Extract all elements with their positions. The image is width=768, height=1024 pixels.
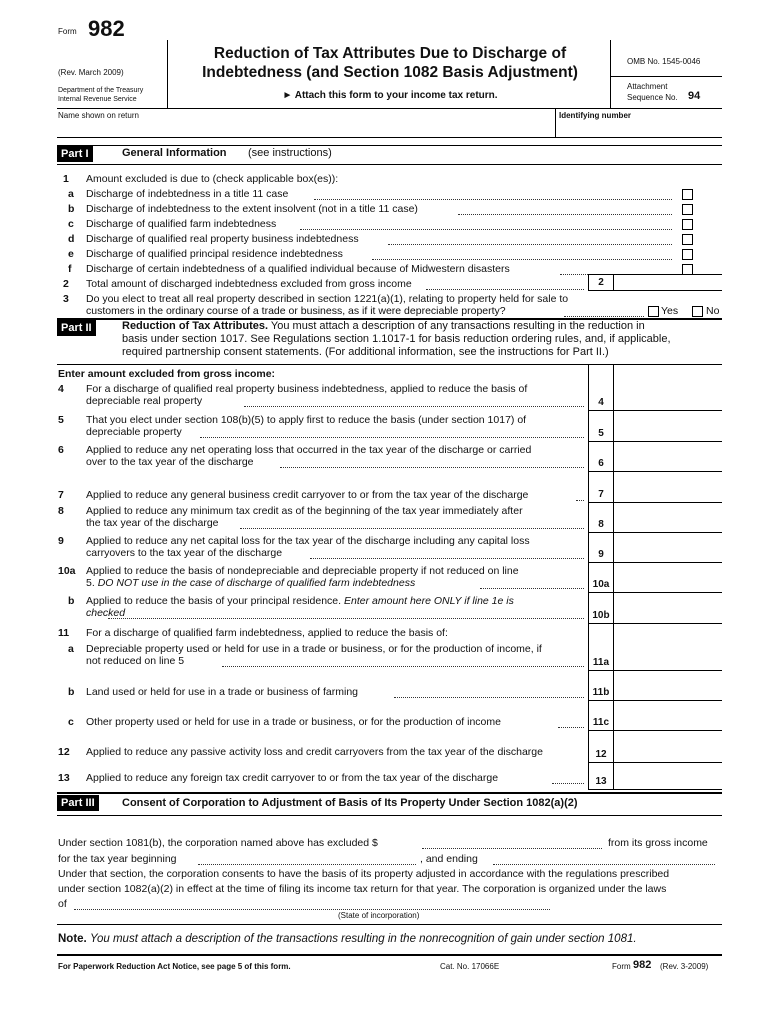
line-1-rule (588, 441, 722, 442)
line-6-number: 10a (58, 565, 76, 577)
enter-amount-heading: Enter amount excluded from gross income: (58, 368, 276, 380)
line-1b-checkbox[interactable] (682, 204, 693, 215)
line-0-text-2 (86, 395, 202, 407)
line-1-text: Amount excluded is due to (check applicable box(es)): (86, 173, 339, 185)
catalog-number: Cat. No. 17066E (440, 962, 500, 971)
note-text: You must attach a description of the transactions resulting in the nonrecognition of gain under section 1081. (89, 933, 637, 945)
line-6-rule (588, 592, 722, 593)
line-12-text-1 (86, 746, 581, 758)
line-5-amount[interactable] (612, 546, 720, 561)
line-1a-leader (314, 189, 672, 200)
line-1a-letter: a (68, 188, 74, 200)
line-1-number: 1 (63, 173, 69, 185)
line-1d-leader (388, 234, 672, 245)
attach-instruction: ► Attach this form to your income tax return. (282, 90, 498, 101)
line-3-yes-checkbox[interactable] (648, 306, 659, 317)
line-3-box-label: 7 (598, 489, 604, 500)
line-8-number: 11 (58, 627, 70, 639)
line-3-number: 7 (58, 489, 64, 501)
line-2-leader (280, 457, 584, 468)
line-7-text-1-main: Applied to reduce the basis of your principal residence. (86, 595, 342, 607)
part-2-tag: Part II (57, 320, 96, 336)
line-12-rule (588, 762, 722, 763)
footer-revision: (Rev. 3-2009) (660, 962, 709, 971)
line-3-rule (588, 502, 722, 503)
line-3-no-label: No (706, 305, 720, 317)
line-4-text-1 (86, 505, 581, 517)
part-3-tag: Part III (57, 795, 99, 811)
line-2-text-1 (86, 444, 581, 456)
line-11-leader (558, 717, 584, 728)
line-10-box-label: 11b (592, 687, 610, 698)
line-5-box-label: 9 (598, 549, 604, 560)
form-title-line1: Reduction of Tax Attributes Due to Discharge of (213, 45, 567, 62)
part-3-of-text: of (58, 898, 67, 910)
line-0-leader (244, 396, 584, 407)
line-5-rule (588, 562, 722, 563)
part-3-gross-income-text: from its gross income (608, 837, 708, 849)
line-0-box-label: 4 (598, 397, 604, 408)
line-5-text-2-main: carryovers to the tax year of the discharge (86, 547, 283, 559)
line-6-amount[interactable] (612, 576, 720, 591)
part-3-line-1 (58, 837, 378, 850)
line-7-number: b (68, 595, 75, 607)
line-6-text-2-main: 5. (86, 577, 95, 589)
note-label: Note. (58, 933, 87, 945)
form-title (170, 44, 610, 82)
footer-form-label: Form (612, 962, 631, 971)
line-3-amount[interactable] (612, 486, 720, 501)
line-1d-checkbox[interactable] (682, 234, 693, 245)
part-2-intro-2: basis under section 1017. See Regulations section 1.1017-1 for basis reduction ordering rules, and, if applicable, (122, 333, 671, 345)
line-4-rule (588, 532, 722, 533)
name-label: Name shown on return (58, 111, 139, 120)
line-13-amount[interactable] (612, 773, 720, 788)
line-1-text-1-main: That you elect under section 108(b)(5) to apply first to reduce the basis (under section 1017) of (86, 414, 527, 426)
line-1e-leader (372, 249, 672, 260)
line-10-leader (394, 687, 584, 698)
line-8-text-1 (86, 627, 581, 639)
line-4-amount[interactable] (612, 516, 720, 531)
line-10-rule (588, 700, 722, 701)
line-13-text-1-main: Applied to reduce any foreign tax credit carryover to or from the tax year of the discharge (86, 772, 499, 784)
line-3-text-1: Do you elect to treat all real property described in section 1221(a)(1), relating to property held for sale to (86, 293, 569, 305)
part-3-line-4: under section 1082(a)(2) in effect at the time of filing its income tax return for that year. The corporation is organized under the laws (58, 883, 667, 895)
line-1-text-1 (86, 414, 581, 426)
line-9-number: a (68, 643, 74, 655)
line-1a-checkbox[interactable] (682, 189, 693, 200)
line-6-leader (480, 578, 584, 589)
line-7-text-1 (86, 595, 581, 607)
part-1-title: General Information (122, 147, 227, 159)
line-2-amount[interactable] (612, 275, 720, 289)
state-of-incorporation-field[interactable] (74, 899, 550, 910)
footer-form-number: 982 (633, 959, 652, 971)
line-9-rule (588, 670, 722, 671)
revision-date: (Rev. March 2009) (58, 68, 124, 77)
line-8-text-1-main: For a discharge of qualified farm indebtedness, applied to reduce the basis of: (86, 627, 448, 639)
line-1c-checkbox[interactable] (682, 219, 693, 230)
line-7-leader (108, 608, 584, 619)
identifying-number-label: Identifying number (559, 111, 631, 120)
line-1-number: 5 (58, 414, 64, 426)
line-1a-text: Discharge of indebtedness in a title 11 case (86, 188, 289, 200)
line-1f-letter: f (68, 263, 72, 275)
line-10-text-1-main: Land used or held for use in a trade or business of farming (86, 686, 358, 698)
line-2-text-2 (86, 456, 254, 468)
line-1-leader (200, 427, 584, 438)
tax-year-beginning-field[interactable] (198, 854, 416, 865)
line-5-text-2 (86, 547, 282, 559)
form-number: 982 (88, 16, 125, 41)
line-9-text-1-main: Depreciable property used or held for use in a trade or business, or for the production of income, if (86, 643, 542, 655)
line-3-leader (576, 490, 584, 501)
line-2-text: Total amount of discharged indebtedness excluded from gross income (86, 278, 412, 290)
sequence-label: Sequence No. (627, 93, 678, 102)
line-9-text-2 (86, 655, 184, 667)
line-5-leader (310, 548, 584, 559)
line-2-number: 2 (63, 278, 69, 290)
line-1b-leader (458, 204, 672, 215)
line-13-leader (552, 773, 584, 784)
line-9-leader (222, 656, 584, 667)
line-0-number: 4 (58, 383, 64, 395)
line-0-text-1-main: For a discharge of qualified real property business indebtedness, applied to reduce the basis of (86, 383, 528, 395)
part-3-excluded-text: Under section 1081(b), the corporation named above has excluded $ (58, 837, 378, 849)
line-9-text-1 (86, 643, 581, 655)
line-12-text-1-main: Applied to reduce any passive activity loss and credit carryovers from the tax year of the discharge (86, 746, 543, 758)
line-12-amount[interactable] (612, 746, 720, 761)
line-3-number: 3 (63, 293, 69, 305)
line-3-text-1-main: Applied to reduce any general business credit carryover to or from the tax year of the discharge (86, 489, 529, 501)
line-1d-letter: d (68, 233, 75, 245)
line-2-amount[interactable] (612, 455, 720, 470)
line-9-box-label: 11a (592, 657, 610, 668)
line-1c-text: Discharge of qualified farm indebtedness (86, 218, 277, 230)
line-3-text-1 (86, 489, 581, 501)
line-2-rule (588, 471, 722, 472)
line-7-rule (588, 623, 722, 624)
part-3-line-3: Under that section, the corporation consents to have the basis of its property adjusted in accordance with the regulations prescribed (58, 868, 670, 880)
line-1-text-2-main: depreciable property (86, 426, 182, 438)
line-10-number: b (68, 686, 75, 698)
part-3-tax-year-text: for the tax year beginning (58, 853, 177, 865)
line-12-number: 12 (58, 746, 70, 758)
line-1-box-label: 5 (598, 428, 604, 439)
line-3-yes-label: Yes (661, 305, 679, 317)
state-caption: (State of incorporation) (338, 911, 420, 920)
line-2-text-1-main: Applied to reduce any net operating loss that occurred in the tax year of the discharge or carried (86, 444, 532, 456)
line-1-text-2 (86, 426, 182, 438)
part-3-ending-text: , and ending (420, 853, 478, 865)
excluded-amount-field[interactable] (422, 838, 602, 849)
line-7-text-1-italic: Enter amount here ONLY if line 1e is (344, 595, 514, 607)
line-1b-text: Discharge of indebtedness to the extent insolvent (not in a title 11 case) (86, 203, 418, 215)
attachment-label: Attachment (627, 82, 668, 91)
part-1-tag: Part I (57, 146, 93, 162)
line-1e-checkbox[interactable] (682, 249, 693, 260)
line-11-amount[interactable] (612, 714, 720, 729)
part-3-title: Consent of Corporation to Adjustment of Basis of Its Property Under Section 1082(a)(2) (122, 797, 578, 809)
line-0-text-1 (86, 383, 581, 395)
line-3-text-2: customers in the ordinary course of a trade or business, as if it were depreciable property? (86, 305, 506, 317)
name-field[interactable] (57, 120, 554, 137)
line-11-rule (588, 730, 722, 731)
line-1d-text: Discharge of qualified real property business indebtedness (86, 233, 359, 245)
line-4-text-2 (86, 517, 219, 529)
form-title-line2: Indebtedness (and Section 1082 Basis Adjustment) (202, 64, 578, 81)
line-4-box-label: 8 (598, 519, 604, 530)
form-label: Form (58, 27, 77, 36)
line-1c-leader (300, 219, 672, 230)
line-3-no-checkbox[interactable] (692, 306, 703, 317)
line-12-box-label: 12 (595, 749, 607, 760)
line-1f-text: Discharge of certain indebtedness of a qualified individual because of Midwestern disasters (86, 263, 510, 275)
paperwork-notice: For Paperwork Reduction Act Notice, see page 5 of this form. (58, 962, 291, 971)
part-2-title: Reduction of Tax Attributes. (122, 320, 269, 332)
line-11-box-label: 11c (592, 717, 610, 728)
line-0-text-2-main: depreciable real property (86, 395, 203, 407)
line-4-text-1-main: Applied to reduce any minimum tax credit as of the beginning of the tax year immediately after (86, 505, 523, 517)
line-13-number: 13 (58, 772, 70, 784)
line-1-amount[interactable] (612, 425, 720, 440)
line-2-box-label: 2 (598, 277, 604, 288)
line-13-box-label: 13 (595, 776, 607, 787)
omb-number: OMB No. 1545-0046 (627, 57, 701, 66)
department: Department of the Treasury (58, 87, 144, 94)
line-9-amount[interactable] (612, 654, 720, 669)
line-5-text-1 (86, 535, 581, 547)
line-6-text-2 (86, 577, 415, 589)
part-1-title-suffix: (see instructions) (248, 147, 332, 159)
line-2-number: 6 (58, 444, 64, 456)
line-6-box-label: 10a (592, 579, 610, 590)
line-1e-letter: e (68, 248, 74, 260)
line-5-text-1-main: Applied to reduce any net capital loss for the tax year of the discharge including any capital loss (86, 535, 530, 547)
line-7-text-2-italic: checked (86, 607, 126, 619)
sequence-number: 94 (688, 90, 701, 102)
line-0-amount[interactable] (612, 394, 720, 409)
line-11-text-1 (86, 716, 581, 728)
note (58, 933, 637, 945)
part-2-intro-3: required partnership consent statements. (For additional information, see the instructions for Part II.) (122, 346, 609, 358)
part-2-intro (122, 320, 722, 359)
line-1b-letter: b (68, 203, 75, 215)
part-2-intro-1: You must attach a description of any transactions resulting in the reduction in (270, 320, 645, 332)
tax-year-ending-field[interactable] (493, 854, 715, 865)
line-13-rule (588, 789, 722, 790)
line-4-text-2-main: the tax year of the discharge (86, 517, 219, 529)
line-10-amount[interactable] (612, 684, 720, 699)
irs-label: Internal Revenue Service (58, 96, 137, 103)
line-2-text-2-main: over to the tax year of the discharge (86, 456, 254, 468)
line-11-number: c (68, 716, 74, 728)
line-7-amount[interactable] (612, 607, 720, 622)
line-2-box-label: 6 (598, 458, 604, 469)
line-11-text-1-main: Other property used or held for use in a trade or business, or for the production of income (86, 716, 501, 728)
line-4-leader (240, 518, 584, 529)
line-4-number: 8 (58, 505, 64, 517)
line-5-number: 9 (58, 535, 64, 547)
line-6-text-1 (86, 565, 581, 577)
line-1e-text: Discharge of qualified principal residence indebtedness (86, 248, 343, 260)
line-0-rule (588, 410, 722, 411)
line-7-box-label: 10b (592, 610, 610, 621)
line-6-text-2-italic: DO NOT use in the case of discharge of qualified farm indebtedness (97, 577, 416, 589)
line-13-text-1 (86, 772, 581, 784)
line-9-text-2-main: not reduced on line 5 (86, 655, 185, 667)
line-6-text-1-main: Applied to reduce the basis of nondepreciable and depreciable property if not reduced on line (86, 565, 519, 577)
identifying-number-field[interactable] (556, 120, 722, 137)
line-1c-letter: c (68, 218, 74, 230)
